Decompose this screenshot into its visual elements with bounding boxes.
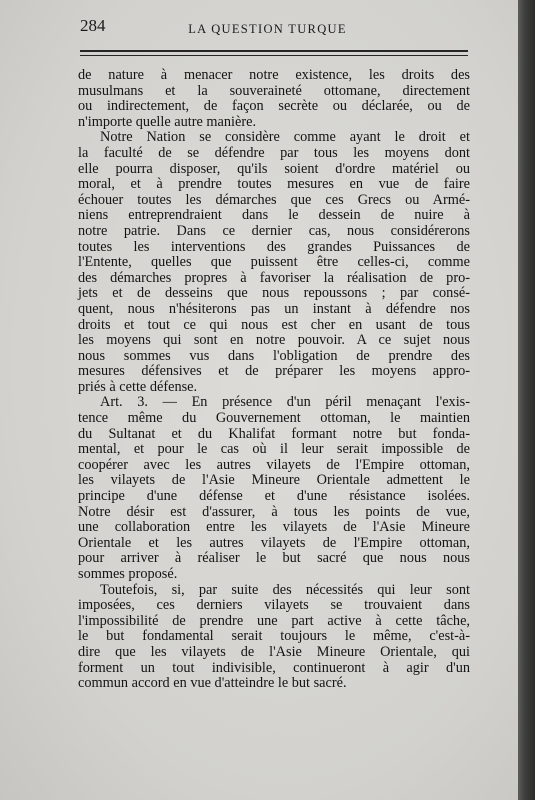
text-line: sommes proposé. — [78, 566, 178, 582]
text-line: priés à cette défense. — [78, 378, 198, 395]
header-rule-top — [80, 50, 468, 52]
text-line: moral, et à prendre toutes mesures en vue de faire — [78, 176, 470, 193]
text-line: une collaboration entre les vilayets de l'Asie Mineure — [78, 519, 470, 536]
text-line: jets et de desseins que nous repoussons ; par consé- — [78, 285, 470, 302]
text-line: l'Entente, quelles que puissent être celles-ci, comme — [78, 254, 470, 271]
text-line: droits et tout ce qui nous est cher en usant de tous — [78, 316, 470, 333]
text-line: musulmans et la souveraineté ottomane, directement — [78, 82, 470, 99]
text-line: coopérer avec les autres vilayets de l'Empire ottoman, — [78, 456, 470, 473]
text-line: principe d'une défense et d'une résistance isolées. — [78, 488, 470, 505]
text-line: imposées, ces derniers vilayets se trouvaient dans — [78, 597, 470, 614]
text-line: Notre Nation se considère comme ayant le droit et — [100, 129, 470, 146]
text-line: toutes les interventions des grandes Puissances de — [78, 238, 470, 255]
text-line: des démarches propres à favoriser la réalisation de pro- — [78, 269, 470, 286]
body-text — [78, 68, 470, 692]
text-line: tence même du Gouvernement ottoman, le maintien — [78, 410, 470, 427]
header-rule-bottom — [80, 55, 468, 56]
text-line: Art. 3. — En présence d'un péril menaçant l'exis- — [100, 394, 470, 411]
text-line: elle pourra disposer, qu'ils soient d'ordre matériel ou — [78, 160, 470, 177]
text-line: dire que les vilayets de l'Asie Mineure Orientale, qui — [78, 643, 470, 660]
text-line: n'importe quelle autre manière. — [78, 113, 257, 130]
text-line: de nature à menacer notre existence, les droits des — [78, 67, 470, 83]
text-line: Toutefois, si, par suite des nécessités qui leur sont — [100, 581, 470, 598]
text-line: du Sultanat et du Khalifat formant notre but fonda- — [78, 425, 470, 442]
text-line: notre patrie. Dans ce dernier cas, nous considérerons — [78, 222, 470, 239]
text-line: mental, et pour le cas où il leur serait impossible de — [78, 441, 470, 458]
text-line: quent, nous n'hésiterons pas un instant à défendre nos — [78, 300, 470, 317]
text-line: les moyens qui sont en notre pouvoir. A ce sujet nous — [78, 332, 470, 349]
text-line: le but fondamental serait toujours le même, c'est-à- — [78, 628, 470, 645]
text-line: mesures défensives et de préparer les moyens appro- — [78, 363, 470, 380]
text-line: Orientale et les autres vilayets de l'Empire ottoman, — [78, 534, 470, 551]
text-line: Notre désir est d'assurer, à tous les points de vue, — [78, 503, 470, 520]
text-line: commun accord en vue d'atteindre le but sacré. — [78, 675, 347, 692]
text-line: échouer toutes les démarches que ces Grecs ou Armé- — [78, 191, 470, 208]
book-spine-edge — [518, 0, 535, 800]
text-line: l'impossibilité de prendre une part active à cette tâche, — [78, 612, 470, 629]
text-line: forment un tout indivisible, continueront à agir d'un — [78, 659, 470, 676]
text-line: la faculté de se défendre par tous les moyens dont — [78, 144, 470, 161]
text-line: les vilayets de l'Asie Mineure Orientale admettent le — [78, 472, 470, 489]
text-line: nous sommes vus dans l'obligation de prendre des — [78, 347, 470, 364]
running-head: LA QUESTION TURQUE — [188, 22, 347, 36]
text-line: ou indirectement, de façon secrète ou déclarée, ou de — [78, 98, 470, 115]
text-line: pour arriver à réaliser le but sacré que nous nous — [78, 550, 470, 567]
page-number: 284 — [80, 16, 106, 35]
text-line: niens entreprendraient dans le dessein de nuire à — [78, 207, 470, 224]
